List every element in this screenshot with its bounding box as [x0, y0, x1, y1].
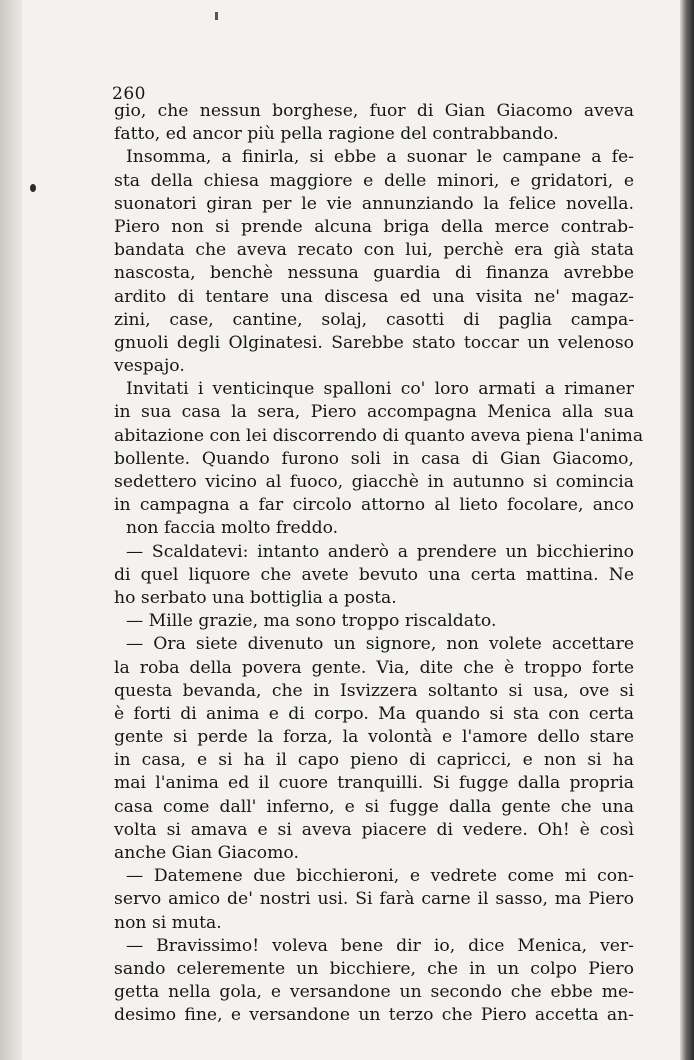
text-line: — Bravissimo! voleva bene dir io, dice Menica, ver- — [126, 935, 634, 956]
text-line: gnuoli degli Olginatesi. Sarebbe stato toccar un velenoso — [114, 332, 634, 353]
text-line: vespajo. — [114, 356, 185, 377]
text-line: Insomma, a finirla, si ebbe a suonar le campane a fe- — [126, 147, 634, 168]
text-line: in sua casa la sera, Piero accompagna Menica alla sua — [114, 402, 634, 423]
text-line: anche Gian Giacomo. — [114, 843, 299, 863]
text-line: volta si amava e si aveva piacere di vedere. Oh! è così — [114, 819, 634, 840]
text-line: — Mille grazie, ma sono troppo riscaldato. — [126, 611, 497, 632]
text-line: non si muta. — [114, 912, 222, 933]
text-line: bandata che aveva recato con lui, perchè era già stata — [114, 240, 634, 261]
text-line: è forti di anima e di corpo. Ma quando si sta con certa — [114, 703, 634, 724]
text-line: ho serbato una bottiglia a posta. — [114, 587, 397, 608]
text-line: Invitati i venticinque spalloni co' loro armati a rimaner — [126, 379, 634, 400]
text-line: desimo fine, e versandone un terzo che Piero accetta an- — [114, 1005, 634, 1026]
text-line: gio, che nessun borghese, fuor di Gian Giacomo aveva — [114, 101, 634, 121]
text-line: in casa, e si ha il capo pieno di capricci, e non si ha — [114, 750, 634, 771]
text-line: gente si perde la forza, la volontà e l'amore dello stare — [114, 727, 634, 748]
text-line: non faccia molto freddo. — [126, 518, 339, 539]
text-line: — Scaldatevi: intanto anderò a prendere un bicchierino — [126, 541, 634, 562]
text-line: bollente. Quando furono soli in casa di Gian Giacomo, — [114, 448, 634, 469]
text-line: — Datemene due bicchieroni, e vedrete come mi con- — [126, 866, 634, 887]
text-line: mai l'anima ed il cuore tranquilli. Si fugge dalla propria — [114, 773, 634, 794]
text-line: ardito di tentare una discesa ed una visita ne' magaz- — [114, 286, 634, 307]
text-line: — Ora siete divenuto un signore, non volete accettare — [126, 634, 634, 655]
body-text — [114, 100, 644, 1028]
text-line: la roba della povera gente. Via, dite che è troppo forte — [114, 657, 634, 678]
text-line: questa bevanda, che in Isvizzera soltanto si usa, ove si — [114, 680, 634, 701]
text-line: sedettero vicino al fuoco, giacchè in autunno si comincia — [114, 472, 634, 492]
page-right-edge — [680, 0, 694, 1060]
text-line: Piero non si prende alcuna briga della merce contrab- — [114, 216, 634, 237]
page-number: 260 — [112, 84, 146, 104]
text-line: in campagna a far circolo attorno al lieto focolare, anco — [114, 495, 634, 516]
text-line: fatto, ed ancor più pella ragione del contrabbando. — [114, 124, 559, 145]
text-line: servo amico de' nostri usi. Si farà carne il sasso, ma Piero — [114, 889, 634, 910]
text-line: suonatori giran per le vie annunziando la felice novella. — [114, 193, 634, 214]
text-line: casa come dall' inferno, e si fugge dalla gente che una — [114, 796, 634, 817]
ink-spot — [30, 184, 36, 192]
text-line: di quel liquore che avete bevuto una certa mattina. Ne — [114, 564, 634, 585]
text-line: abitazione con lei discorrendo di quanto aveva piena l'anima — [114, 425, 644, 446]
text-line: getta nella gola, e versandone un secondo che ebbe me- — [114, 982, 634, 1003]
text-line: sando celeremente un bicchiere, che in un colpo Piero — [114, 958, 634, 979]
print-mark — [215, 12, 218, 20]
text-line: nascosta, benchè nessuna guardia di finanza avrebbe — [114, 263, 634, 284]
book-spine-shadow — [0, 0, 22, 1060]
text-line: sta della chiesa maggiore e delle minori, e gridatori, e — [114, 170, 634, 191]
text-line: zini, case, cantine, solaj, casotti di paglia campa- — [114, 309, 634, 330]
